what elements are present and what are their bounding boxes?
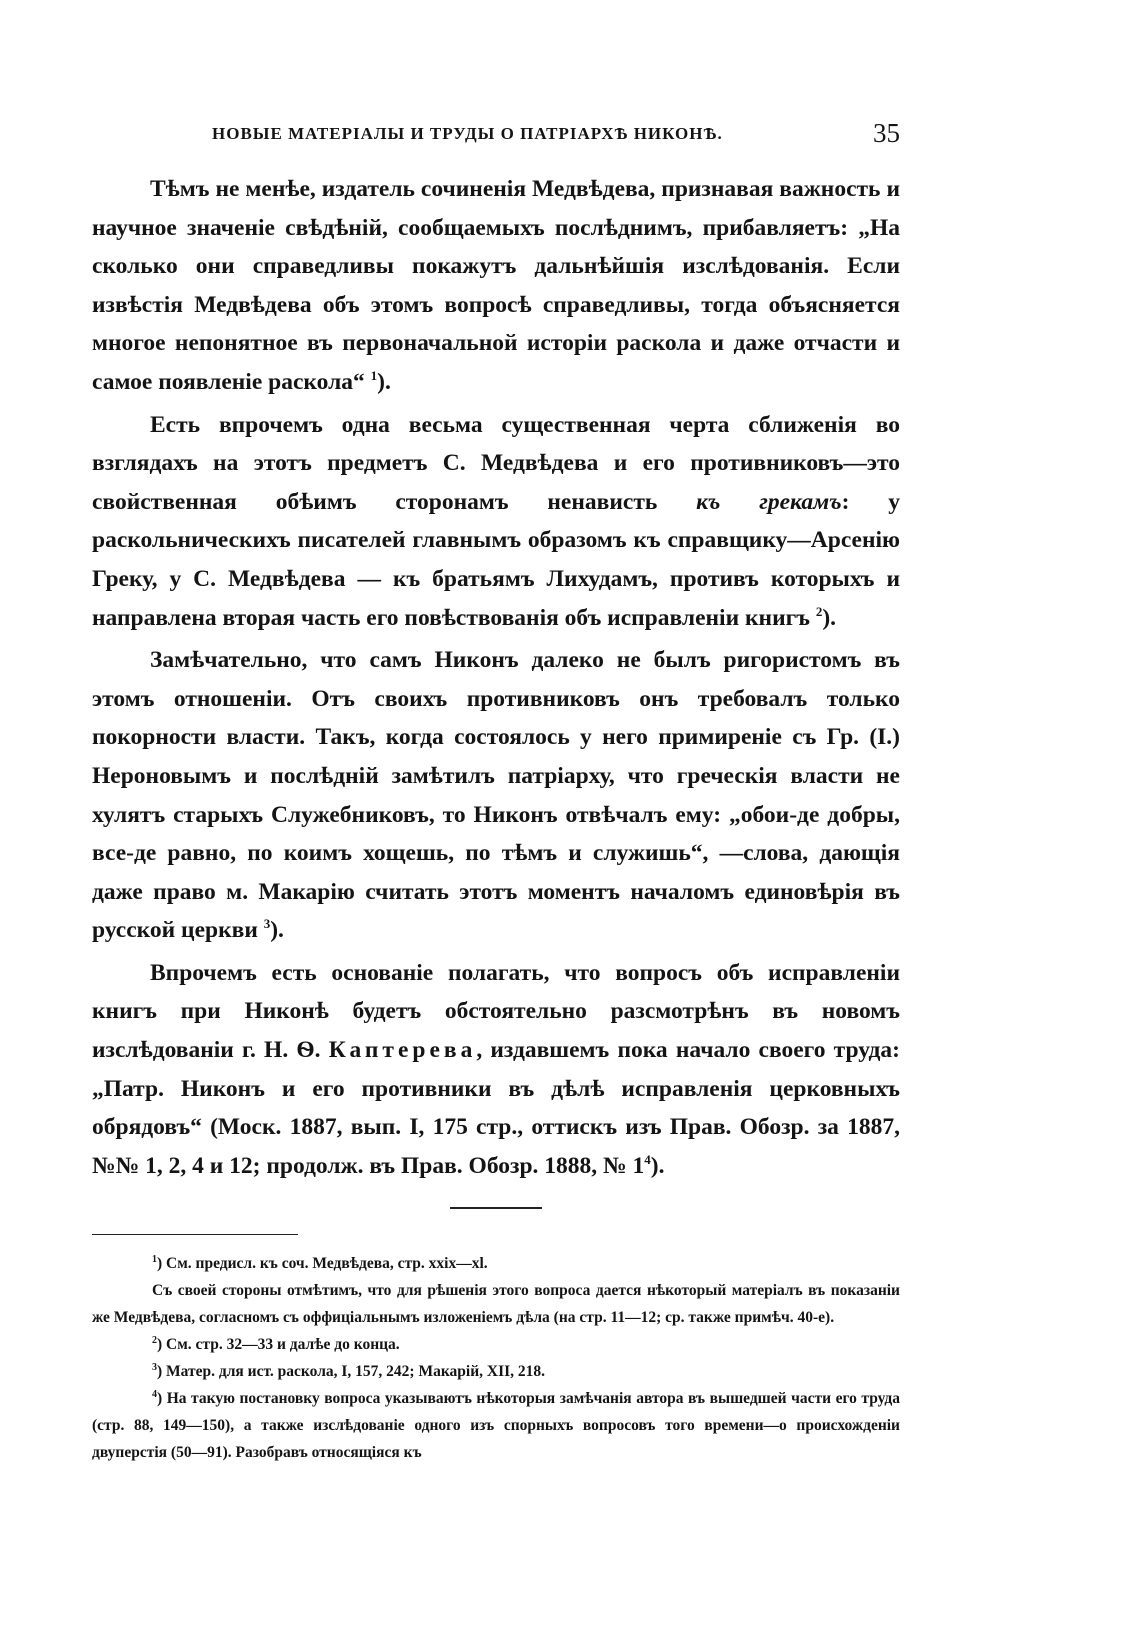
paragraph-text: Тѣмъ не менѣе, издатель сочиненія Медвѣдева, признавая важность и научное значеніе свѣдѣній, сообщаемыхъ послѣднимъ, прибавляетъ: „На сколько они справедливы покажутъ дальнѣйшія изслѣдованія. Если извѣстія Медвѣдева объ этомъ вопросѣ справедливы, тогда объясняется многое непонятное въ первоначальной исторіи раскола и даже отчасти и самое появленіе раскола“ — [92, 176, 900, 395]
paragraph-end: ). — [377, 368, 391, 395]
footnote-ref: 1 — [370, 368, 378, 384]
page-header — [92, 118, 900, 154]
paragraph — [92, 406, 900, 638]
footnote — [92, 1331, 900, 1358]
footnote-mark: 3 — [152, 1361, 157, 1373]
footnote-mark: 1 — [152, 1253, 157, 1265]
footnote-text: Съ своей стороны отмѣтимъ, что для рѣшенія этого вопроса дается нѣкоторый матеріалъ въ показаніи же Медвѣдева, согласномъ съ оффиціальнымъ изложеніемъ дѣла (на стр. 11—12; ср. также примѣч. 40-е). — [92, 1282, 900, 1326]
page — [92, 118, 900, 1209]
footnote-ref: 2 — [815, 603, 823, 619]
paragraph — [92, 170, 900, 402]
spaced-name: Каптерева — [328, 1037, 477, 1064]
footnote-ref: 4 — [644, 1152, 651, 1168]
paragraph-text: Есть впрочемъ одна весьма существенная черта сближенія во взглядахъ на этотъ предметъ С. Медвѣдева и его противниковъ—это свойственная обѣимъ сторонамъ ненависть — [92, 411, 900, 515]
paragraph-end: ). — [650, 1152, 665, 1179]
page-number: 35 — [873, 118, 900, 148]
footnote-mark: 4 — [152, 1388, 157, 1400]
footnote — [92, 1277, 900, 1331]
running-title: НОВЫЕ МАТЕРІАЛЫ И ТРУДЫ О ПАТРІАРХѢ НИКОНѢ. — [212, 124, 723, 143]
paragraph-text: , издавшемъ пока начало своего труда: „Патр. Никонъ и его противники въ дѣлѣ исправленія церковныхъ обрядовъ“ (Моск. 1887, вып. І, 175 стр., оттискъ изъ Прав. Обозр. за 1887, №№ 1, 2, 4 и 12; продолж. въ Прав. Обозр. 1888, № 1 — [92, 1037, 900, 1179]
footnote-ref: 3 — [263, 916, 271, 932]
footnote-text: ) См. предисл. къ соч. Медвѣдева, стр. xxix—xl. — [157, 1255, 488, 1272]
paragraph-end: ). — [822, 604, 837, 631]
paragraph-text: Замѣчательно, что самъ Никонъ далеко не былъ ригористомъ въ этомъ отношеніи. Отъ своихъ противниковъ онъ требовалъ только покорности власти. Такъ, когда состоялось у него примиреніе съ Гр. (І.) Нероновымъ и послѣдній замѣтилъ патріарху, что греческія власти не хулятъ старыхъ Служебниковъ, то Никонъ отвѣчалъ ему: „обои-де добры, все-де равно, по коимъ хощешь, по тѣмъ и служишь“, —слова, дающія даже право м. Макарію считать этотъ моментъ началомъ единовѣрія въ русской церкви — [92, 647, 900, 944]
paragraph-text: : у раскольническихъ писателей главнымъ образомъ къ справщику—Арсенію Греку, у С. Медвѣдева — къ братьямъ Лихудамъ, противъ которыхъ и направлена вторая часть его повѣствованія объ исправленіи книгъ — [92, 488, 900, 631]
paragraph — [92, 641, 900, 950]
footnote-text: ) См. стр. 32—33 и далѣе до конца. — [157, 1336, 400, 1353]
footnote-text: ) Матер. для ист. раскола, І, 157, 242; Макарій, XII, 218. — [157, 1363, 546, 1380]
paragraph — [92, 954, 900, 1186]
paragraph-end: ). — [270, 917, 284, 944]
footnote — [92, 1250, 900, 1277]
main-text — [92, 170, 900, 1209]
footnote-divider — [92, 1234, 298, 1235]
footnote-mark: 2 — [152, 1334, 157, 1346]
footnotes — [92, 1250, 900, 1466]
emphasis-text: къ грекамъ — [696, 488, 842, 515]
paragraph-text: Впрочемъ есть основаніе полагать, что вопросъ объ исправленіи книгъ при Никонѣ будетъ обстоятельно разсмотрѣнъ въ новомъ изслѣдованіи г. Н. Ѳ. — [92, 959, 900, 1064]
section-divider — [450, 1207, 542, 1209]
footnote-text: ) На такую постановку вопроса указываютъ нѣкоторыя замѣчанія автора въ вышедшей части его труда (стр. 88, 149—150), а также изслѣдованіе одного изъ спорныхъ вопросовъ того времени—о происхожденіи двуперстія (50—91). Разобравъ относящіяся къ — [92, 1390, 900, 1461]
footnote — [92, 1358, 900, 1385]
footnote — [92, 1385, 900, 1466]
